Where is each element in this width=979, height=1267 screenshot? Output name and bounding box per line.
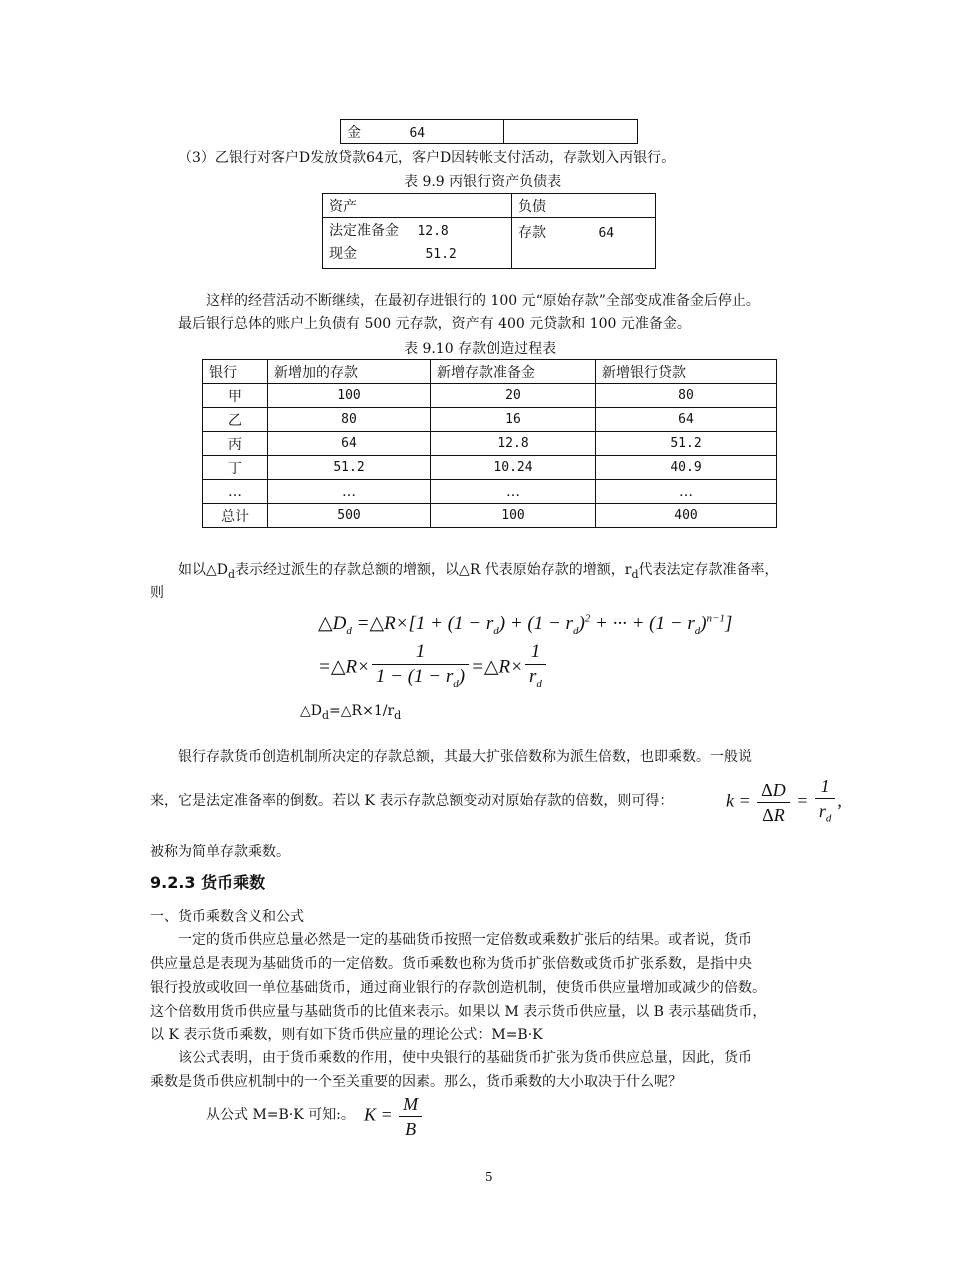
table-cell: 20 xyxy=(431,384,596,408)
table-cell: … xyxy=(431,480,596,504)
paragraph-continue-2: 最后银行总体的账户上负债有 500 元存款，资产有 400 元贷款和 100 元准备金。 xyxy=(178,316,691,332)
table-row xyxy=(203,384,777,408)
body-line: 该公式表明，由于货币乘数的作用，使中央银行的基础货币扩张为货币供应总量，因此，货币 xyxy=(178,1050,752,1066)
table-row xyxy=(203,504,777,528)
liab-value: 64 xyxy=(598,226,615,241)
fraction: $\frac{1}{r_d}$ xyxy=(525,640,546,696)
table-9-9-head-liab: 负债 xyxy=(512,194,656,218)
table-cell: 51.2 xyxy=(268,456,431,480)
table-cell: 500 xyxy=(268,504,431,528)
table-9-10-caption: 表 9.10 存款创造过程表 xyxy=(404,341,557,357)
sub-heading: 一、货币乘数含义和公式 xyxy=(150,909,304,925)
def-text: 表示经过派生的存款总额的增额，以△R 代表原始存款的增额，r xyxy=(235,562,632,578)
section-heading: 9.2.3 货币乘数 xyxy=(150,873,266,892)
top-table-empty-cell xyxy=(504,120,638,144)
table-cell: 10.24 xyxy=(431,456,596,480)
formula-sub: d xyxy=(322,708,330,722)
asset-value: 12.8 xyxy=(417,224,449,239)
table-9-9-head-assets: 资产 xyxy=(323,194,512,218)
paragraph-multiplier-1: 银行存款货币创造机制所决定的存款总额，其最大扩张倍数称为派生倍数，也即乘数。一般说 xyxy=(178,749,752,765)
table-9-10-header: 新增加的存款 xyxy=(268,360,431,384)
paragraph-multiplier-2: 来，它是法定准备率的倒数。若以 K 表示存款总额变动对原始存款的倍数，则可得： xyxy=(150,793,674,809)
table-9-10 xyxy=(202,359,777,528)
top-partial-table xyxy=(340,119,638,144)
table-cell: 51.2 xyxy=(596,432,777,456)
table-cell: … xyxy=(268,480,431,504)
table-9-9-assets-cell xyxy=(323,218,512,269)
table-cell: 64 xyxy=(268,432,431,456)
table-cell: … xyxy=(596,480,777,504)
formula-text: △D xyxy=(300,703,322,719)
table-cell: 64 xyxy=(596,408,777,432)
table-cell: 80 xyxy=(596,384,777,408)
asset-label: 现金 xyxy=(329,246,357,262)
body-line: 这个倍数用货币供应量与基础货币的比值来表示。如果以 M 表示货币供应量，以 B 表示基础货币， xyxy=(150,1004,767,1020)
table-cell: 40.9 xyxy=(596,456,777,480)
table-row xyxy=(203,480,777,504)
body-line: 以 K 表示货币乘数，则有如下货币供应量的理论公式：M=B·K xyxy=(150,1027,543,1043)
paragraph-3: （3）乙银行对客户D发放贷款64元，客户D因转帐支付活动，存款划入丙银行。 xyxy=(178,150,676,166)
table-cell: 乙 xyxy=(203,408,268,432)
body-line: 一定的货币供应总量必然是一定的基础货币按照一定倍数或乘数扩张后的结果。或者说，货币 xyxy=(178,932,752,948)
asset-value: 51.2 xyxy=(425,247,457,262)
page-number: 5 xyxy=(485,1170,493,1184)
table-9-9-asset-row xyxy=(329,243,505,266)
def-sub: d xyxy=(631,567,639,581)
fraction: $\frac{1}{1 - (1 - r_d)}$ xyxy=(372,640,469,696)
paragraph-then: 则 xyxy=(150,585,164,601)
table-9-9 xyxy=(322,193,656,269)
table-cell: 100 xyxy=(431,504,596,528)
liab-label: 存款 xyxy=(518,225,546,241)
paragraph-definition xyxy=(178,559,779,586)
body-line: 乘数是货币供应机制中的一个至关重要的因素。那么，货币乘数的大小取决于什么呢？ xyxy=(150,1074,682,1090)
table-9-10-header: 新增银行贷款 xyxy=(596,360,777,384)
body-line: 供应量总是表现为基础货币的一定倍数。货币乘数也称为货币扩张倍数或货币扩张系数，是指中央 xyxy=(150,956,752,972)
table-9-9-asset-row xyxy=(329,220,505,243)
table-cell: … xyxy=(203,480,268,504)
table-9-10-header: 银行 xyxy=(203,360,268,384)
table-9-9-liab-cell xyxy=(512,218,656,269)
table-cell: 总计 xyxy=(203,504,268,528)
top-table-label: 金 xyxy=(347,124,361,141)
table-row xyxy=(203,432,777,456)
top-table-value: 64 xyxy=(409,125,426,141)
table-cell: 16 xyxy=(431,408,596,432)
paragraph-continue-1: 这样的经营活动不断继续，在最初存进银行的 100 元“原始存款”全部变成准备金后停止。 xyxy=(206,293,760,309)
table-row xyxy=(203,408,777,432)
body-line: 银行投放或收回一单位基础货币，通过商业银行的存款创造机制，使货币供应量增加或减少的倍数。 xyxy=(150,980,766,996)
table-cell: 80 xyxy=(268,408,431,432)
def-sub: d xyxy=(228,567,236,581)
table-cell: 100 xyxy=(268,384,431,408)
top-table-cell xyxy=(341,120,504,144)
def-text: 代表法定存款准备率， xyxy=(638,562,779,578)
def-text: 如以△D xyxy=(178,562,228,578)
formula-text: =△R×1/r xyxy=(329,703,395,719)
formula-line-1: $\triangle D_d$ =△R×[1 + $(1 - r_d) + (1 - r_d)^2$ + ··· + $(1 - r_d)^{n-1}$] xyxy=(318,612,733,637)
table-row xyxy=(203,456,777,480)
formula-line-2: =△R× $\frac{1}{1 - (1 - r_d)}$ =△R× $\frac{1}{r_d}$ xyxy=(318,640,548,696)
from-formula-text: 从公式 M=B·K 可知:。 xyxy=(206,1107,355,1123)
paragraph-multiplier-3: 被称为简单存款乘数。 xyxy=(150,844,290,860)
table-9-10-header-row xyxy=(203,360,777,384)
formula-k: k = $\frac{\Delta D}{\Delta R}$ = $\frac{1}{r_d}$ , xyxy=(726,776,842,825)
formula-line-3 xyxy=(300,700,401,727)
asset-label: 法定准备金 xyxy=(329,223,399,239)
table-cell: 甲 xyxy=(203,384,268,408)
formula-sub: d xyxy=(394,708,402,722)
table-cell: 丙 xyxy=(203,432,268,456)
formula-k-mb: K = $\frac{M}{B}$ xyxy=(364,1092,424,1141)
table-cell: 丁 xyxy=(203,456,268,480)
table-9-9-caption: 表 9.9 丙银行资产负债表 xyxy=(404,174,562,190)
table-9-10-header: 新增存款准备金 xyxy=(431,360,596,384)
table-cell: 12.8 xyxy=(431,432,596,456)
table-cell: 400 xyxy=(596,504,777,528)
